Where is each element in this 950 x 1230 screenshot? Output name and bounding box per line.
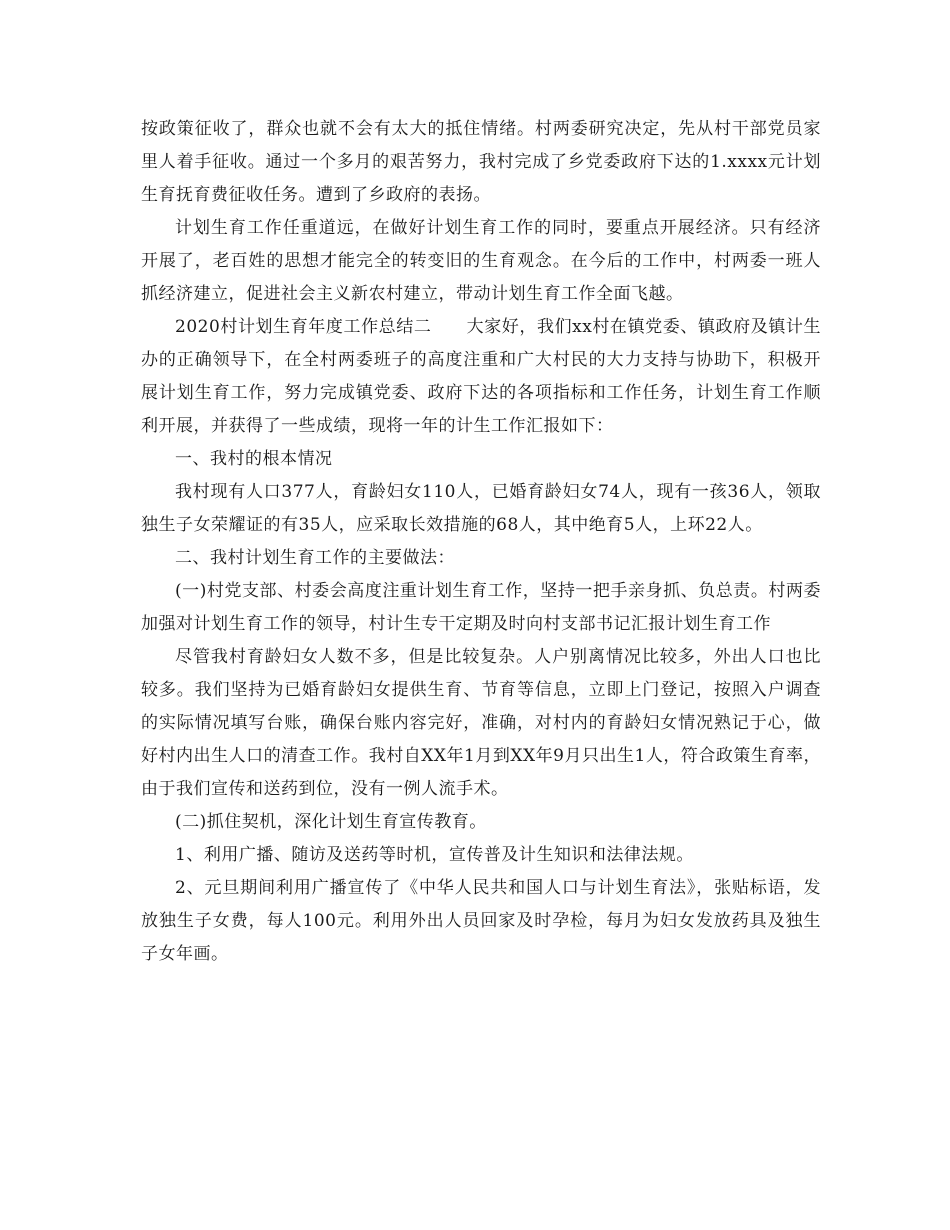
paragraph-1: 计划生育工作任重道远，在做好计划生育工作的同时，要重点开展经济。只有经济开展了，老百姓的思想才能完全的转变旧的生育观念。在今后的工作中，村两委一班人抓经济建立，促进社会主义新农村建立，带动计划生育工作全面飞越。	[141, 218, 821, 304]
paragraph-10: 2、元旦期间利用广播宣传了《中华人民共和国人口与计划生育法》，张贴标语，发放独生子女费，每人100元。利用外出人员回家及时孕检，每月为妇女发放药具及独生子女年画。	[141, 878, 821, 964]
paragraph-0: 按政策征收了，群众也就不会有太大的抵住情绪。村两委研究决定，先从村干部党员家里人着手征收。通过一个多月的艰苦努力，我村完成了乡党委政府下达的1.xxxx元计划生育抚育费征收任务。遭到了乡政府的表扬。	[141, 119, 821, 205]
paragraph-9: 1、利用广播、随访及送药等时机，宣传普及计生知识和法律法规。	[175, 845, 694, 865]
paragraph-6: (一)村党支部、村委会高度注重计划生育工作，坚持一把手亲身抓、负总责。村两委加强对计划生育工作的领导，村计生专干定期及时向村支部书记汇报计划生育工作	[141, 581, 821, 634]
paragraph-7: 尽管我村育龄妇女人数不多，但是比较复杂。人户别离情况比较多，外出人口也比较多。我们坚持为已婚育龄妇女提供生育、节育等信息，立即上门登记，按照入户调查的实际情况填写台账，确保台账内容完好，准确，对村内的育龄妇女情况熟记于心，做好村内出生人口的清查工作。我村自XX年1月到XX年9月只出生1人，符合政策生育率，由于我们宣传和送药到位，没有一例人流手术。	[141, 647, 821, 799]
document-body	[141, 113, 821, 971]
section-heading-2: 二、我村计划生育工作的主要做法：	[175, 548, 455, 568]
paragraph-2: 2020村计划生育年度工作总结二 大家好，我们xx村在镇党委、镇政府及镇计生办的正确领导下，在全村两委班子的高度注重和广大村民的大力支持与协助下，积极开展计划生育工作，努力完成镇党委、政府下达的各项指标和工作任务，计划生育工作顺利开展，并获得了一些成绩，现将一年的计生工作汇报如下：	[141, 317, 821, 436]
subsection-heading: (二)抓住契机，深化计划生育宣传教育。	[175, 812, 487, 832]
paragraph-4: 我村现有人口377人，育龄妇女110人，已婚育龄妇女74人，现有一孩36人，领取独生子女荣耀证的有35人，应采取长效措施的68人，其中绝育5人，上环22人。	[141, 482, 821, 535]
section-heading-1: 一、我村的根本情况	[175, 449, 333, 469]
